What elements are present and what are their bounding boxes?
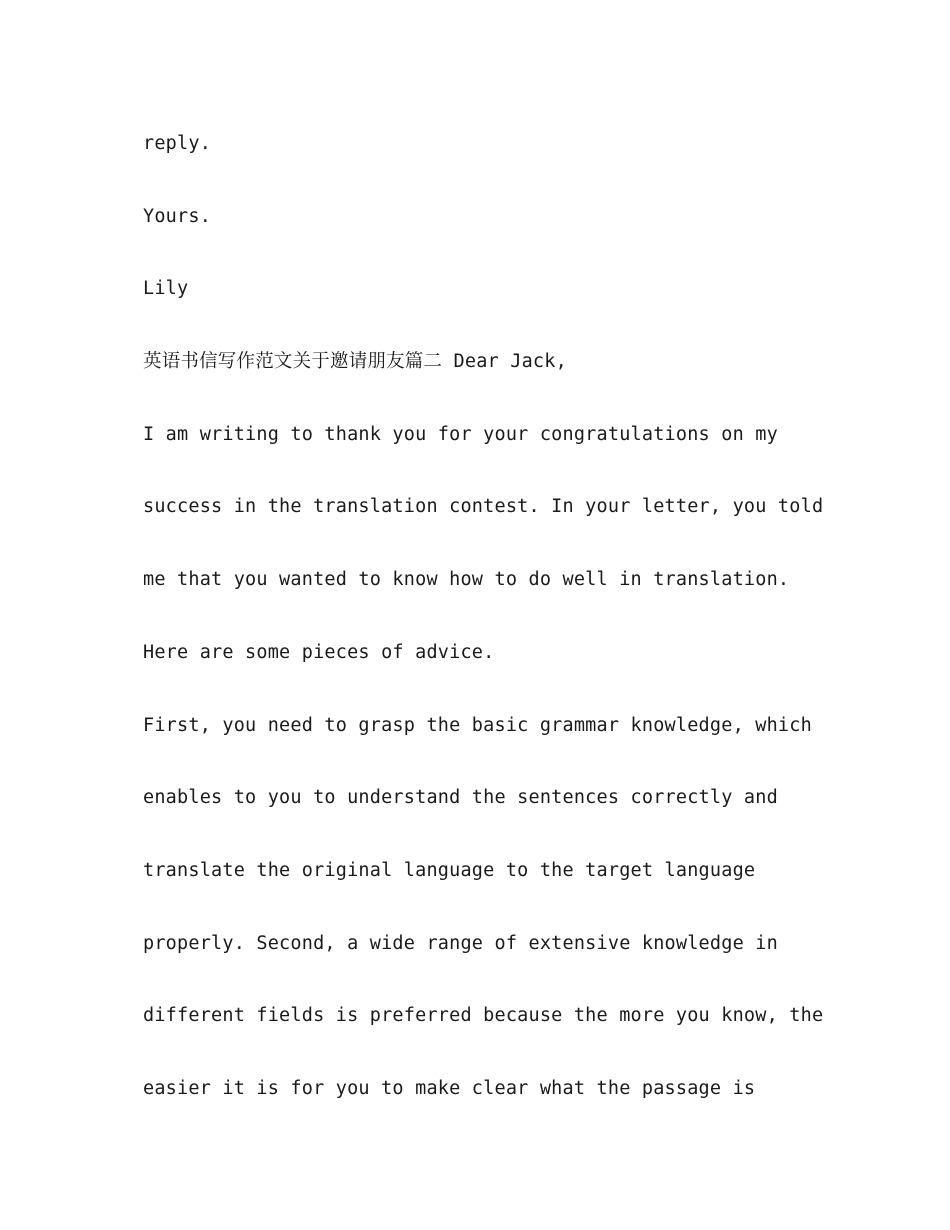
letter-body (143, 126, 843, 1144)
text-line: enables to you to understand the sentences correctly and (143, 787, 778, 809)
text-line: properly. Second, a wide range of extensive knowledge in (143, 932, 778, 954)
text-line: easier it is for you to make clear what the passage is (143, 1077, 756, 1099)
text-line: reply. (143, 133, 212, 154)
text-line: Lily (143, 278, 189, 300)
text-line: I am writing to thank you for your congratulations on my (143, 423, 778, 445)
text-line: translate the original language to the target language (143, 859, 756, 881)
text-line: different fields is preferred because the more you know, the (143, 1005, 824, 1027)
text-line: success in the translation contest. In your letter, you told (143, 496, 824, 518)
section-heading-line: 英语书信写作范文关于邀请朋友篇二 Dear Jack, (143, 351, 567, 373)
text-line: First, you need to grasp the basic grammar knowledge, which (143, 714, 812, 736)
text-line: Yours. (143, 205, 212, 227)
text-line: me that you wanted to know how to do well in translation. (143, 569, 790, 591)
text-line: Here are some pieces of advice. (143, 641, 495, 663)
